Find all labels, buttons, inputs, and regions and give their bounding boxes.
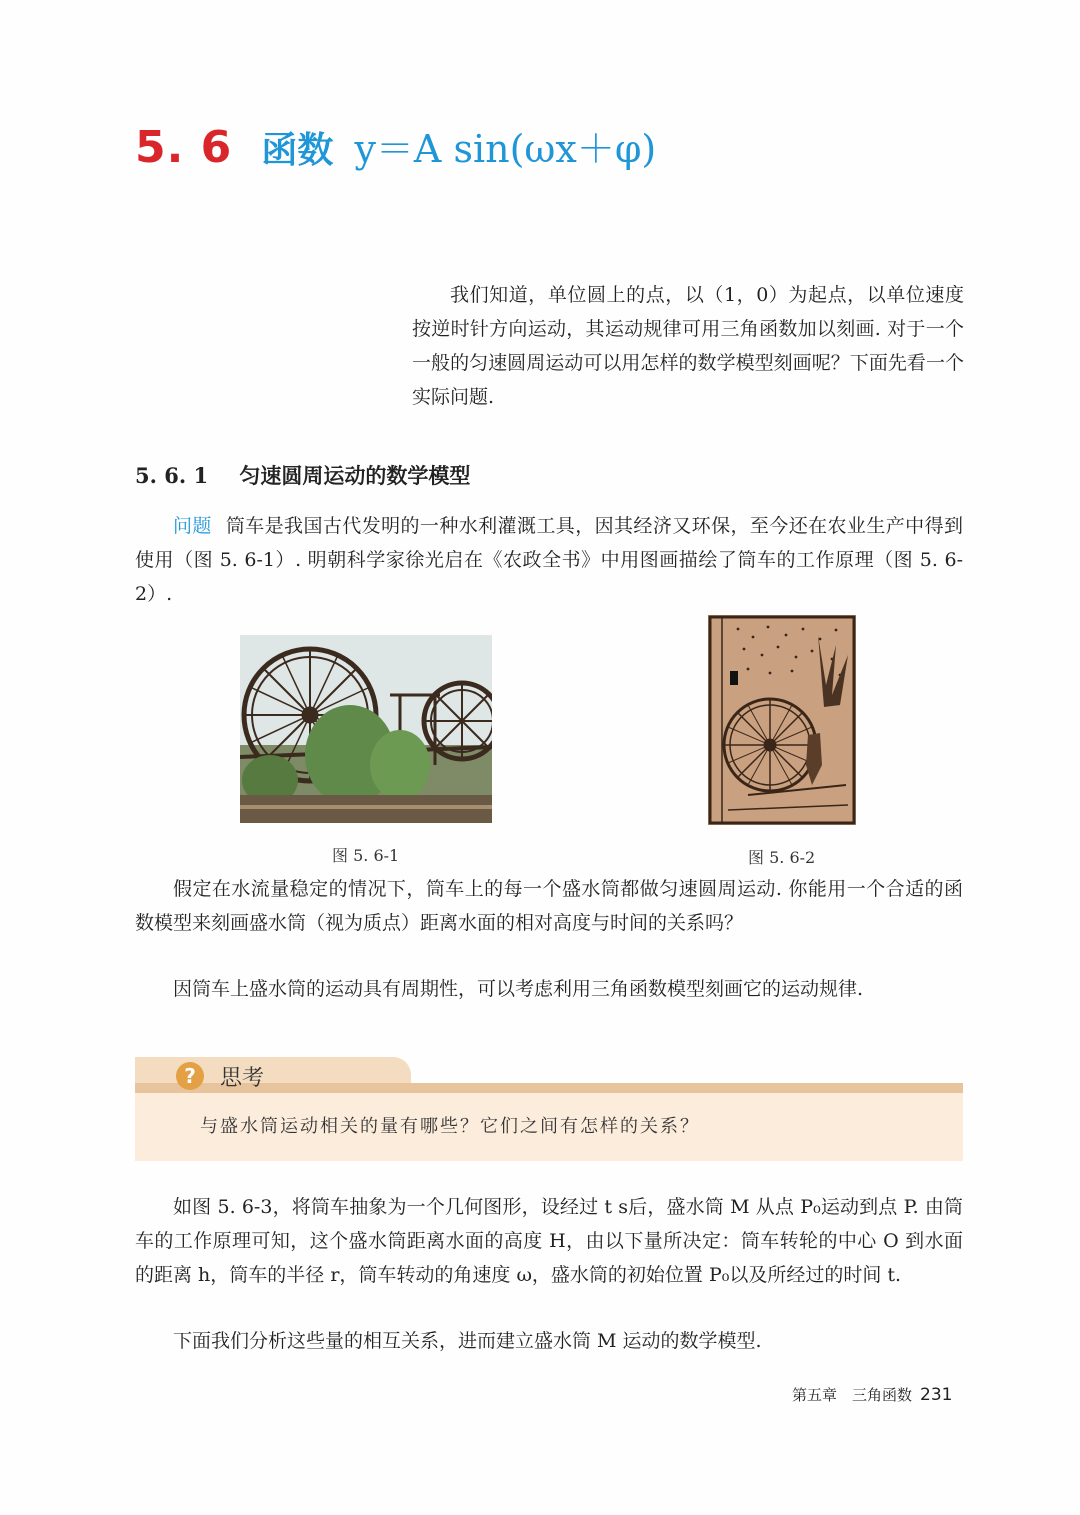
- title-word: 函数: [261, 130, 334, 171]
- intro-text: 我们知道，单位圆上的点，以（1，0）为起点，以单位速度按逆时针方向运动，其运动规律可用三角函数加以刻画. 对于一个一般的匀速圆周运动可以用怎样的数学模型刻画呢？下面先看一个实际问题.: [412, 284, 964, 408]
- problem-paragraph: [135, 509, 963, 611]
- periodicity-paragraph: [135, 972, 963, 1006]
- problem-text: 筒车是我国古代发明的一种水利灌溉工具，因其经济又环保，至今还在农业生产中得到使用（图 5. 6-1）. 明朝科学家徐光启在《农政全书》中用图画描绘了筒车的工作原理（图 5. 6-2）.: [135, 515, 963, 605]
- page-footer: [792, 1384, 952, 1405]
- assumption-paragraph: [135, 872, 963, 940]
- analysis-text: 下面我们分析这些量的相互关系，进而建立盛水筒 M 运动的数学模型.: [173, 1330, 762, 1352]
- think-question: 与盛水筒运动相关的量有哪些？它们之间有怎样的关系？: [200, 1116, 700, 1137]
- assumption-text: 假定在水流量稳定的情况下，筒车上的每一个盛水筒都做匀速圆周运动. 你能用一个合适的函数模型来刻画盛水筒（视为质点）距离水面的相对高度与时间的关系吗？: [135, 878, 963, 934]
- question-icon: ?: [176, 1062, 204, 1090]
- think-title: 思考: [220, 1066, 265, 1091]
- subsection-number: 5. 6. 1: [135, 463, 209, 488]
- chapter-label: 第五章 三角函数: [792, 1386, 913, 1404]
- problem-tag: 问题: [173, 515, 212, 537]
- engraving-illustration: [708, 615, 856, 825]
- model-text: 如图 5. 6-3，将筒车抽象为一个几何图形，设经过 t s后，盛水筒 M 从点 P₀运动到点 P. 由筒车的工作原理可知，这个盛水筒距离水面的高度 H，由以下量所决定：筒车转轮的中心 O 到水面的距离 h，筒车的半径 r，筒车转动的角速度 ω，盛水筒的初始位置 P₀以及所经过的时间 t.: [135, 1196, 963, 1286]
- intro-paragraph: [412, 278, 964, 414]
- section-heading: [135, 460, 470, 490]
- analysis-paragraph: [135, 1324, 963, 1358]
- page-number: 231: [920, 1385, 953, 1405]
- periodicity-text: 因筒车上盛水筒的运动具有周期性，可以考虑利用三角函数模型刻画它的运动规律.: [173, 978, 864, 1000]
- model-paragraph: [135, 1190, 963, 1292]
- section-number: 5. 6: [135, 122, 233, 173]
- figure1-caption: 图 5. 6-1: [332, 846, 400, 865]
- page-title: [135, 118, 656, 178]
- figure2-caption: 图 5. 6-2: [748, 848, 816, 867]
- waterwheel-photo: [240, 635, 492, 823]
- title-formula: y＝A sin(ωx＋φ): [354, 127, 657, 171]
- subsection-title: 匀速圆周运动的数学模型: [239, 464, 471, 488]
